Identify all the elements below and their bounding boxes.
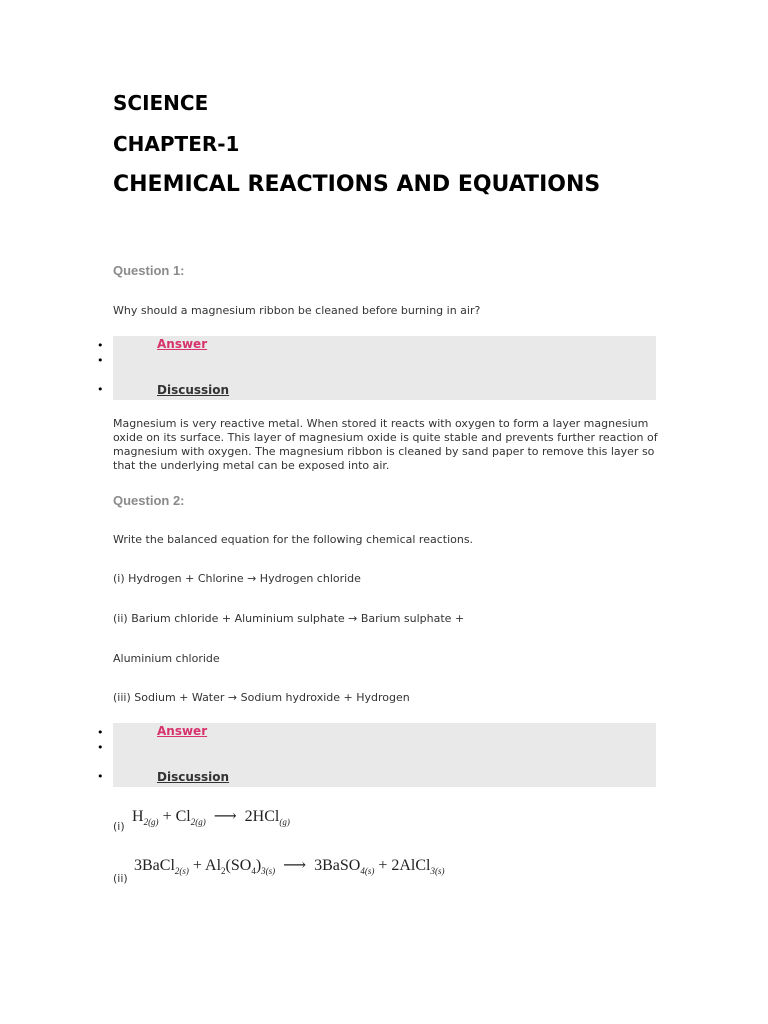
question-2-item: (i) Hydrogen + Chlorine → Hydrogen chloride xyxy=(113,572,361,585)
bullet: • xyxy=(97,726,104,739)
chapter-title: CHEMICAL REACTIONS AND EQUATIONS xyxy=(113,172,601,197)
answer-tab[interactable]: Answer xyxy=(157,724,208,738)
question-2-item: (iii) Sodium + Water → Sodium hydroxide + Hydrogen xyxy=(113,691,410,704)
bullet: • xyxy=(97,354,104,367)
bullet: • xyxy=(97,741,104,754)
equation-1-number: (i) xyxy=(113,820,125,833)
question-1-label: Question 1: xyxy=(113,263,185,278)
equation-2-number: (ii) xyxy=(113,872,128,885)
chapter-heading: CHAPTER-1 xyxy=(113,132,240,156)
equation-2: 3BaCl$_{2(s)}$ + $Al_2(SO_4)_{3(s)}$ ⟶ 3BaSO$_{4(s)}$ + 2AlCl$_{3(s)}$ xyxy=(134,857,445,876)
equation-1: $H_{2(g)} + Cl_{2(g)}$ ⟶ 2HCl$_{(g)}$ xyxy=(132,808,290,827)
question-2-item: Aluminium chloride xyxy=(113,652,220,665)
discussion-tab[interactable]: Discussion xyxy=(157,770,230,784)
discussion-tab[interactable]: Discussion xyxy=(157,383,230,397)
bullet: • xyxy=(97,770,104,783)
answer-tab[interactable]: Answer xyxy=(157,337,208,351)
subject-heading: SCIENCE xyxy=(113,91,209,115)
question-1-answer: Magnesium is very reactive metal. When stored it reacts with oxygen to form a layer magnesium oxide on its surface. This layer of magnesium oxide is quite stable and prevents further reaction of magnesium with oxygen. The magnesium ribbon is cleaned by sand paper to remove this layer so that the underlying metal can be exposed into air. xyxy=(113,417,658,472)
question-2-text: Write the balanced equation for the following chemical reactions. xyxy=(113,533,474,546)
question-1-text: Why should a magnesium ribbon be cleaned before burning in air? xyxy=(113,304,481,317)
bullet: • xyxy=(97,339,104,352)
reaction-arrow-icon: ⟶ xyxy=(283,857,307,874)
question-2-item: (ii) Barium chloride + Aluminium sulphate → Barium sulphate + xyxy=(113,612,465,625)
reaction-arrow-icon: ⟶ xyxy=(213,808,237,825)
question-2-label: Question 2: xyxy=(113,493,185,508)
bullet: • xyxy=(97,383,104,396)
